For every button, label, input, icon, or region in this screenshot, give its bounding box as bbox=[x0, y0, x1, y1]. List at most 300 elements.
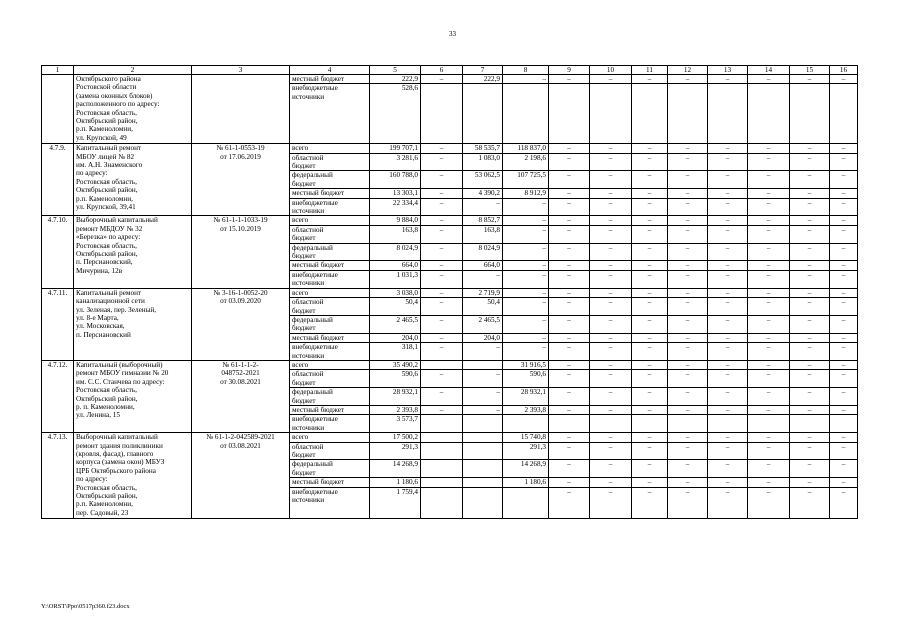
value-col-7: – bbox=[463, 343, 503, 361]
funding-source bbox=[290, 478, 370, 487]
value-col-11: – bbox=[632, 315, 668, 333]
funding-source bbox=[290, 415, 370, 433]
value-col-8: 1 180,6 bbox=[503, 478, 549, 487]
text-line: местный бюджет bbox=[292, 261, 345, 270]
column-number-15: 15 bbox=[790, 66, 830, 75]
item-number: 4.7.12. bbox=[42, 360, 74, 432]
text-line: «Березка» по адресу: bbox=[76, 233, 141, 242]
text-line: корпуса (замена окон) МБУЗ bbox=[76, 458, 165, 467]
text-line: № 61-1-0553-19 bbox=[216, 144, 265, 153]
text-line: Октябрьский район, bbox=[76, 250, 138, 259]
column-number-14: 14 bbox=[748, 66, 790, 75]
value-col-6: – bbox=[421, 405, 463, 414]
value-col-11: – bbox=[632, 487, 668, 519]
text-line: им. А.Н. Знаменского bbox=[76, 161, 143, 170]
value-col-16: – bbox=[830, 460, 858, 478]
value-col-8: 118 837,0 bbox=[503, 144, 549, 153]
value-col-13: – bbox=[708, 225, 748, 243]
value-col-13 bbox=[708, 415, 748, 433]
value-col-6: – bbox=[421, 75, 463, 84]
value-col-13: – bbox=[708, 460, 748, 478]
text-line: источники bbox=[292, 207, 325, 216]
value-col-12: – bbox=[668, 333, 708, 342]
value-col-9: – bbox=[549, 270, 590, 288]
total-value: 528,6 bbox=[370, 84, 421, 144]
value-col-7 bbox=[463, 478, 503, 487]
value-col-6: – bbox=[421, 189, 463, 198]
value-col-6: – bbox=[421, 153, 463, 171]
object-name bbox=[74, 360, 192, 432]
value-col-12: – bbox=[668, 433, 708, 442]
value-col-16: – bbox=[830, 333, 858, 342]
value-col-9: – bbox=[549, 370, 590, 388]
text-line: от 03.09.2020 bbox=[220, 297, 261, 306]
value-col-10: – bbox=[590, 243, 632, 261]
value-col-7: 50,4 bbox=[463, 298, 503, 316]
text-line: внебюджетные bbox=[292, 415, 338, 424]
total-value: 3 038,0 bbox=[370, 288, 421, 297]
value-col-15: – bbox=[790, 388, 830, 406]
value-col-13 bbox=[708, 84, 748, 144]
value-col-6: – bbox=[421, 225, 463, 243]
table-row bbox=[42, 75, 858, 84]
text-line: бюджет bbox=[292, 324, 316, 333]
value-col-10: – bbox=[590, 442, 632, 460]
value-col-16 bbox=[830, 415, 858, 433]
value-col-14: – bbox=[748, 433, 790, 442]
value-col-12 bbox=[668, 84, 708, 144]
text-line: местный бюджет bbox=[292, 189, 345, 198]
value-col-16: – bbox=[830, 225, 858, 243]
value-col-13: – bbox=[708, 261, 748, 270]
value-col-15: – bbox=[790, 298, 830, 316]
value-col-13: – bbox=[708, 288, 748, 297]
value-col-15 bbox=[790, 415, 830, 433]
total-value: 2 393,8 bbox=[370, 405, 421, 414]
text-line: областной bbox=[292, 153, 324, 162]
text-line: (кровля, фасад), главного bbox=[76, 450, 154, 459]
text-line: местный бюджет bbox=[292, 333, 345, 342]
text-line: областной bbox=[292, 298, 324, 307]
value-col-7: 222,9 bbox=[463, 75, 503, 84]
expertise-conclusion bbox=[192, 144, 290, 216]
text-line: бюджет bbox=[292, 234, 316, 243]
value-col-16: – bbox=[830, 75, 858, 84]
value-col-9: – bbox=[549, 333, 590, 342]
value-col-13: – bbox=[708, 442, 748, 460]
total-value: 8 024,9 bbox=[370, 243, 421, 261]
value-col-8: 2 198,6 bbox=[503, 153, 549, 171]
text-line: п. Персиановский, bbox=[76, 258, 133, 267]
value-col-8: 590,6 bbox=[503, 370, 549, 388]
funding-source bbox=[290, 333, 370, 342]
value-col-6: – bbox=[421, 261, 463, 270]
value-col-15: – bbox=[790, 460, 830, 478]
value-col-15: – bbox=[790, 144, 830, 153]
text-line: р.п. Каменоломни, bbox=[76, 500, 133, 509]
value-col-14 bbox=[748, 84, 790, 144]
value-col-14: – bbox=[748, 288, 790, 297]
value-col-7: 664,0 bbox=[463, 261, 503, 270]
value-col-13: – bbox=[708, 433, 748, 442]
expertise-conclusion bbox=[192, 360, 290, 432]
text-line: по адресу: bbox=[76, 169, 108, 178]
value-col-12: – bbox=[668, 198, 708, 216]
object-name bbox=[74, 144, 192, 216]
text-line: ул. Московская, bbox=[76, 322, 125, 331]
total-value: 13 303,1 bbox=[370, 189, 421, 198]
value-col-8: – bbox=[503, 298, 549, 316]
value-col-16: – bbox=[830, 343, 858, 361]
value-col-10: – bbox=[590, 225, 632, 243]
value-col-6: – bbox=[421, 298, 463, 316]
value-col-15: – bbox=[790, 360, 830, 369]
text-line: Ростовская область, bbox=[76, 108, 137, 117]
text-line: по адресу: bbox=[76, 475, 108, 484]
text-line: р. п. Каменоломни, bbox=[76, 402, 135, 411]
text-line: ул. Крупской, 39,41 bbox=[76, 203, 136, 212]
text-line: бюджет bbox=[292, 252, 316, 261]
value-col-6 bbox=[421, 442, 463, 460]
text-line: областной bbox=[292, 442, 324, 451]
value-col-8: – bbox=[503, 261, 549, 270]
value-col-7: 2 719,9 bbox=[463, 288, 503, 297]
value-col-15: – bbox=[790, 478, 830, 487]
value-col-16: – bbox=[830, 315, 858, 333]
value-col-10: – bbox=[590, 388, 632, 406]
value-col-9: – bbox=[549, 243, 590, 261]
text-line: Ростовская область, bbox=[76, 386, 137, 395]
value-col-13: – bbox=[708, 243, 748, 261]
value-col-13: – bbox=[708, 171, 748, 189]
value-col-10 bbox=[590, 84, 632, 144]
text-line: Октябрьский район, bbox=[76, 492, 138, 501]
text-line: федеральный bbox=[292, 388, 333, 397]
object-name bbox=[74, 216, 192, 288]
value-col-12: – bbox=[668, 315, 708, 333]
funding-source bbox=[290, 171, 370, 189]
value-col-14: – bbox=[748, 198, 790, 216]
value-col-6: – bbox=[421, 216, 463, 225]
funding-source bbox=[290, 84, 370, 144]
object-name bbox=[74, 75, 192, 144]
value-col-9: – bbox=[549, 144, 590, 153]
value-col-11: – bbox=[632, 360, 668, 369]
value-col-12: – bbox=[668, 153, 708, 171]
value-col-14: – bbox=[748, 333, 790, 342]
text-line: ремонт МБДОУ № 32 bbox=[76, 224, 143, 233]
text-line: ул. Ленина, 15 bbox=[76, 411, 120, 420]
text-line: всего bbox=[292, 433, 309, 442]
value-col-12: – bbox=[668, 460, 708, 478]
value-col-7: 1 083,0 bbox=[463, 153, 503, 171]
funding-source bbox=[290, 405, 370, 414]
text-line: федеральный bbox=[292, 460, 333, 469]
value-col-7 bbox=[463, 487, 503, 519]
value-col-13: – bbox=[708, 144, 748, 153]
text-line: федеральный bbox=[292, 171, 333, 180]
value-col-14: – bbox=[748, 171, 790, 189]
value-col-8: 31 916,5 bbox=[503, 360, 549, 369]
value-col-16: – bbox=[830, 288, 858, 297]
value-col-14: – bbox=[748, 478, 790, 487]
value-col-11: – bbox=[632, 144, 668, 153]
value-col-16: – bbox=[830, 433, 858, 442]
value-col-15: – bbox=[790, 225, 830, 243]
value-col-15: – bbox=[790, 343, 830, 361]
total-value: 664,0 bbox=[370, 261, 421, 270]
text-line: ул. 8-е Марта, bbox=[76, 313, 119, 322]
table-row bbox=[42, 216, 858, 225]
value-col-15: – bbox=[790, 216, 830, 225]
text-line: 048752-2021 bbox=[221, 369, 260, 378]
value-col-10: – bbox=[590, 261, 632, 270]
value-col-15: – bbox=[790, 315, 830, 333]
value-col-7 bbox=[463, 415, 503, 433]
value-col-14: – bbox=[748, 225, 790, 243]
text-line: внебюджетные bbox=[292, 270, 338, 279]
value-col-16: – bbox=[830, 198, 858, 216]
value-col-15: – bbox=[790, 261, 830, 270]
text-line: от 15.10.2019 bbox=[220, 224, 261, 233]
value-col-11: – bbox=[632, 343, 668, 361]
value-col-11: – bbox=[632, 388, 668, 406]
value-col-12: – bbox=[668, 360, 708, 369]
value-col-8 bbox=[503, 84, 549, 144]
value-col-15: – bbox=[790, 370, 830, 388]
funding-source bbox=[290, 370, 370, 388]
value-col-6 bbox=[421, 460, 463, 478]
value-col-14: – bbox=[748, 243, 790, 261]
value-col-7 bbox=[463, 360, 503, 369]
value-col-8: – bbox=[503, 243, 549, 261]
value-col-10: – bbox=[590, 460, 632, 478]
budget-table bbox=[41, 65, 858, 519]
value-col-14 bbox=[748, 415, 790, 433]
item-number: 4.7.9. bbox=[42, 144, 74, 216]
value-col-10: – bbox=[590, 189, 632, 198]
value-col-11: – bbox=[632, 478, 668, 487]
column-number-5: 5 bbox=[370, 66, 421, 75]
text-line: Ростовская область, bbox=[76, 241, 137, 250]
text-line: ЦРБ Октябрьского района bbox=[76, 466, 156, 475]
value-col-14: – bbox=[748, 75, 790, 84]
value-col-13: – bbox=[708, 370, 748, 388]
column-number-7: 7 bbox=[463, 66, 503, 75]
object-name bbox=[74, 433, 192, 519]
value-col-14: – bbox=[748, 388, 790, 406]
text-line: федеральный bbox=[292, 315, 333, 324]
text-line: пер. Садовый, 23 bbox=[76, 508, 129, 517]
text-line: внебюджетные bbox=[292, 487, 338, 496]
value-col-14: – bbox=[748, 216, 790, 225]
value-col-12: – bbox=[668, 388, 708, 406]
text-line: им. С.С. Станчева по адресу: bbox=[76, 377, 165, 386]
value-col-15: – bbox=[790, 270, 830, 288]
text-line: всего bbox=[292, 360, 309, 369]
text-line: р.п. Каменоломни, bbox=[76, 125, 133, 134]
value-col-10: – bbox=[590, 171, 632, 189]
total-value: 17 500,2 bbox=[370, 433, 421, 442]
text-line: бюджет bbox=[292, 179, 316, 188]
value-col-12: – bbox=[668, 144, 708, 153]
item-number: 4.7.13. bbox=[42, 433, 74, 519]
file-path-footer: Y:\ORST\Ppo\0517p360.f23.docx bbox=[41, 603, 130, 610]
column-number-2: 2 bbox=[74, 66, 192, 75]
funding-source bbox=[290, 75, 370, 84]
column-number-4: 4 bbox=[290, 66, 370, 75]
text-line: бюджет bbox=[292, 378, 316, 387]
expertise-conclusion bbox=[192, 288, 290, 360]
value-col-6: – bbox=[421, 198, 463, 216]
value-col-13: – bbox=[708, 478, 748, 487]
total-value: 160 788,0 bbox=[370, 171, 421, 189]
text-line: источники bbox=[292, 351, 325, 360]
column-number-11: 11 bbox=[632, 66, 668, 75]
value-col-9: – bbox=[549, 343, 590, 361]
value-col-11: – bbox=[632, 171, 668, 189]
funding-source bbox=[290, 487, 370, 519]
value-col-15: – bbox=[790, 288, 830, 297]
value-col-11 bbox=[632, 415, 668, 433]
value-col-6: – bbox=[421, 370, 463, 388]
total-value: 35 490,2 bbox=[370, 360, 421, 369]
value-col-16: – bbox=[830, 487, 858, 519]
value-col-12: – bbox=[668, 288, 708, 297]
total-value: 1 180,6 bbox=[370, 478, 421, 487]
column-number-8: 8 bbox=[503, 66, 549, 75]
value-col-11: – bbox=[632, 333, 668, 342]
value-col-16: – bbox=[830, 144, 858, 153]
value-col-11: – bbox=[632, 442, 668, 460]
value-col-15: – bbox=[790, 189, 830, 198]
value-col-11: – bbox=[632, 198, 668, 216]
text-line: федеральный bbox=[292, 243, 333, 252]
value-col-12: – bbox=[668, 298, 708, 316]
value-col-13: – bbox=[708, 388, 748, 406]
total-value: 199 707,1 bbox=[370, 144, 421, 153]
value-col-10: – bbox=[590, 333, 632, 342]
funding-source bbox=[290, 388, 370, 406]
value-col-10: – bbox=[590, 144, 632, 153]
expertise-conclusion bbox=[192, 216, 290, 288]
value-col-14: – bbox=[748, 343, 790, 361]
value-col-9 bbox=[549, 84, 590, 144]
value-col-16: – bbox=[830, 261, 858, 270]
value-col-6: – bbox=[421, 333, 463, 342]
funding-source bbox=[290, 198, 370, 216]
value-col-8: 15 740,8 bbox=[503, 433, 549, 442]
text-line: всего bbox=[292, 216, 309, 225]
total-value: 22 334,4 bbox=[370, 198, 421, 216]
funding-source bbox=[290, 442, 370, 460]
text-line: Октябрьского района bbox=[76, 75, 141, 83]
value-col-16: – bbox=[830, 388, 858, 406]
value-col-10: – bbox=[590, 405, 632, 414]
text-line: всего bbox=[292, 144, 309, 153]
value-col-14: – bbox=[748, 460, 790, 478]
column-number-16: 16 bbox=[830, 66, 858, 75]
text-line: внебюджетные bbox=[292, 198, 338, 207]
text-line: № 3-16-1-0052-20 bbox=[213, 288, 268, 297]
expertise-conclusion bbox=[192, 433, 290, 519]
text-line: Октябрьский район, bbox=[76, 117, 138, 126]
item-number: 4.7.10. bbox=[42, 216, 74, 288]
value-col-12: – bbox=[668, 478, 708, 487]
value-col-7 bbox=[463, 460, 503, 478]
value-col-8 bbox=[503, 415, 549, 433]
value-col-9: – bbox=[549, 298, 590, 316]
value-col-16 bbox=[830, 84, 858, 144]
value-col-9: – bbox=[549, 189, 590, 198]
value-col-13: – bbox=[708, 75, 748, 84]
table-row bbox=[42, 144, 858, 153]
value-col-8: – bbox=[503, 343, 549, 361]
text-line: бюджет bbox=[292, 468, 316, 477]
value-col-9: – bbox=[549, 388, 590, 406]
value-col-10: – bbox=[590, 198, 632, 216]
value-col-6: – bbox=[421, 171, 463, 189]
expertise-conclusion bbox=[192, 75, 290, 144]
value-col-12: – bbox=[668, 442, 708, 460]
value-col-9 bbox=[549, 415, 590, 433]
value-col-14: – bbox=[748, 298, 790, 316]
value-col-11: – bbox=[632, 75, 668, 84]
value-col-8: 8 912,9 bbox=[503, 189, 549, 198]
value-col-9: – bbox=[549, 75, 590, 84]
value-col-14: – bbox=[748, 442, 790, 460]
value-col-13: – bbox=[708, 333, 748, 342]
value-col-6 bbox=[421, 433, 463, 442]
text-line: местный бюджет bbox=[292, 75, 345, 83]
column-number-9: 9 bbox=[549, 66, 590, 75]
total-value: 590,6 bbox=[370, 370, 421, 388]
text-line: местный бюджет bbox=[292, 405, 345, 414]
funding-source bbox=[290, 270, 370, 288]
value-col-7 bbox=[463, 433, 503, 442]
value-col-8: – bbox=[503, 270, 549, 288]
text-line: источники bbox=[292, 279, 325, 288]
value-col-13: – bbox=[708, 216, 748, 225]
value-col-11: – bbox=[632, 270, 668, 288]
text-line: ул. Зеленая, пер. Зеленый, bbox=[76, 305, 157, 314]
value-col-14: – bbox=[748, 189, 790, 198]
total-value: 28 932,1 bbox=[370, 388, 421, 406]
text-line: Ростовская область, bbox=[76, 177, 137, 186]
value-col-16: – bbox=[830, 442, 858, 460]
value-col-6 bbox=[421, 487, 463, 519]
value-col-14: – bbox=[748, 487, 790, 519]
text-line: всего bbox=[292, 288, 309, 297]
value-col-7: – bbox=[463, 198, 503, 216]
column-number-13: 13 bbox=[708, 66, 748, 75]
value-col-13: – bbox=[708, 315, 748, 333]
value-col-15: – bbox=[790, 171, 830, 189]
text-line: Выборочный капитальный bbox=[76, 433, 158, 442]
value-col-9: – bbox=[549, 433, 590, 442]
value-col-16: – bbox=[830, 270, 858, 288]
value-col-8: 2 393,8 bbox=[503, 405, 549, 414]
value-col-8: 28 932,1 bbox=[503, 388, 549, 406]
value-col-15: – bbox=[790, 243, 830, 261]
value-col-11: – bbox=[632, 243, 668, 261]
value-col-14: – bbox=[748, 153, 790, 171]
text-line: источники bbox=[292, 423, 325, 432]
value-col-8: – bbox=[503, 288, 549, 297]
value-col-12: – bbox=[668, 216, 708, 225]
value-col-10: – bbox=[590, 370, 632, 388]
value-col-7: 53 062,5 bbox=[463, 171, 503, 189]
